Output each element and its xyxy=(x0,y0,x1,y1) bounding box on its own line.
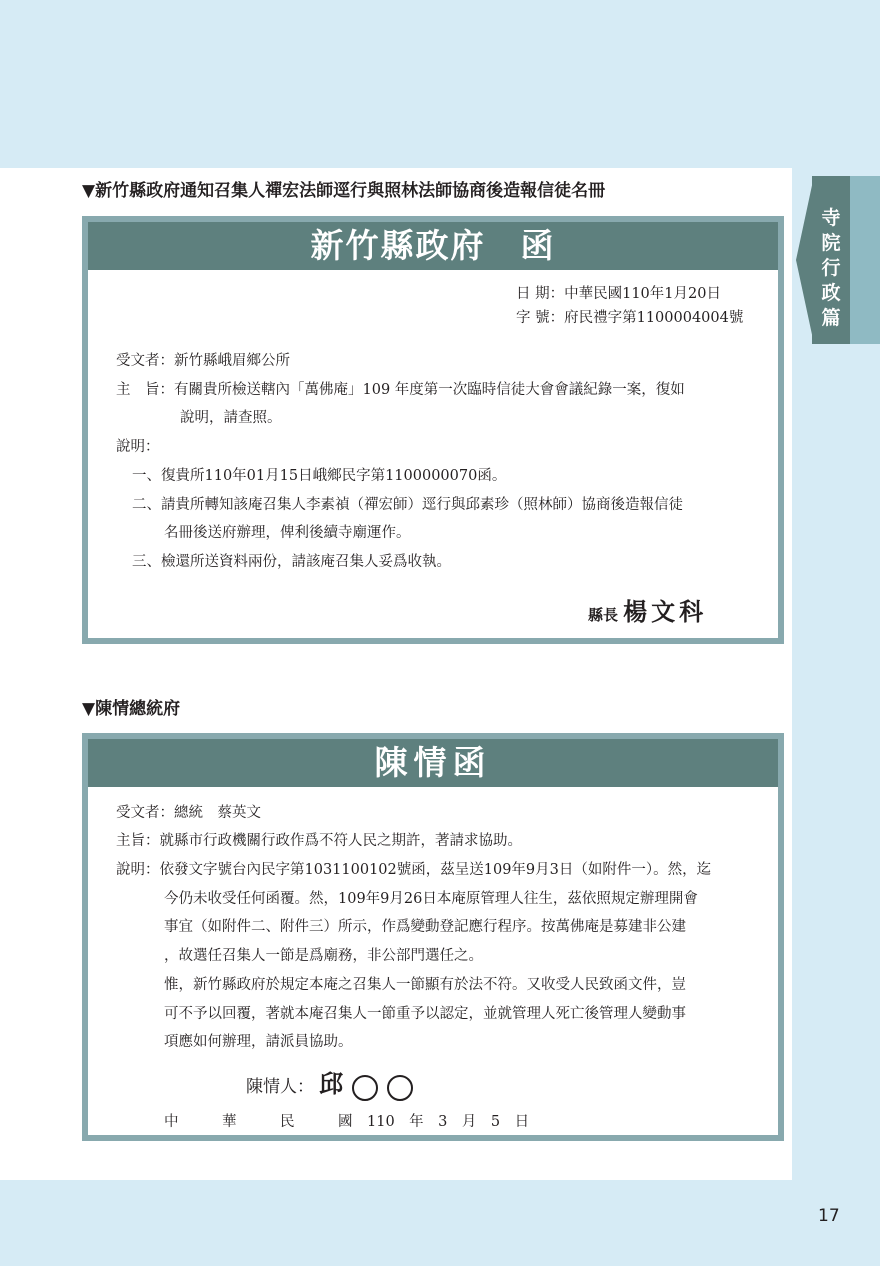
county-letter-header: 新竹縣政府 函 xyxy=(88,222,778,270)
redaction-circle-icon xyxy=(352,1075,378,1101)
petitioner-signature xyxy=(246,1069,413,1099)
petition-explain-line3: 事宜（如附件二、附件三）所示，作爲變動登記應行程序。按萬佛庵是募建非公建 xyxy=(164,919,686,935)
letter-item-2-line1: 二、請貴所轉知該庵召集人李素禎（禪宏師）逕行與邱素珍（照林師）協商後造報信徒 xyxy=(132,497,683,513)
petitioner-label: 陳情人： xyxy=(246,1077,314,1097)
letter-explain-label: 說明： xyxy=(116,439,160,455)
letter-subject-line2: 說明，請查照。 xyxy=(180,410,282,426)
page-number: 17 xyxy=(818,1206,840,1226)
chapter-tab-label xyxy=(814,206,848,331)
petition-recipient: 受文者：總統 蔡英文 xyxy=(116,805,261,821)
petition-explain-line2: 今仍未收受任何函覆。然，109年9月26日本庵原管理人往生，茲依照規定辦理開會 xyxy=(164,891,698,907)
section1-caption: ▼新竹縣政府通知召集人禪宏法師逕行與照林法師協商後造報信徒名冊 xyxy=(82,181,606,201)
chapter-tab-edge xyxy=(850,176,880,344)
section2-caption: ▼陳情總統府 xyxy=(82,699,181,719)
petition-explain-line1: 說明：依發文字號台內民字第1031100102號函，茲呈送109年9月3日（如附件一）。然，迄 xyxy=(116,862,712,878)
petitioner-surname: 邱 xyxy=(319,1069,344,1098)
letter-doc-number: 字 號：府民禮字第1100004004號 xyxy=(516,310,744,326)
signature-name: 楊文科 xyxy=(623,597,708,626)
bottom-decorative-band xyxy=(0,1180,880,1266)
letter-subject-line1: 主 旨：有關貴所檢送轄內「萬佛庵」109 年度第一次臨時信徒大會會議紀錄一案，復如 xyxy=(116,382,685,398)
chapter-tab xyxy=(796,176,880,346)
chapter-tab-char: 寺 xyxy=(821,207,841,229)
petition-explain-line5: 惟，新竹縣政府於規定本庵之召集人一節顯有於法不符。又收受人民致函文件，豈 xyxy=(164,977,686,993)
petition-explain-line4: ，故選任召集人一節是爲廟務，非公部門選任之。 xyxy=(164,948,483,964)
chapter-tab-char: 政 xyxy=(821,282,841,304)
letter-recipient: 受文者：新竹縣峨眉鄉公所 xyxy=(116,353,290,369)
county-letter-box xyxy=(82,216,784,644)
chapter-tab-char: 院 xyxy=(821,232,841,254)
petition-letter-header: 陳情函 xyxy=(88,739,778,787)
top-decorative-band xyxy=(0,0,880,168)
petition-letter-box xyxy=(82,733,784,1141)
redaction-circle-icon xyxy=(387,1075,413,1101)
petition-explain-line7: 項應如何辦理，請派員協助。 xyxy=(164,1034,353,1050)
petition-date: 中 華 民 國 110 年 3 月 5 日 xyxy=(164,1114,530,1130)
letter-item-3: 三、檢還所送資料兩份，請該庵召集人妥爲收執。 xyxy=(132,554,451,570)
county-signature xyxy=(588,592,707,627)
chapter-tab-char: 行 xyxy=(821,257,841,279)
chapter-tab-char: 篇 xyxy=(821,307,841,329)
letter-item-1: 一、復貴所110年01月15日峨鄉民字第1100000070函。 xyxy=(132,468,507,484)
signature-title: 縣長 xyxy=(588,606,619,624)
petition-explain-line6: 可不予以回覆，著就本庵召集人一節重予以認定，並就管理人死亡後管理人變動事 xyxy=(164,1006,686,1022)
letter-date: 日 期：中華民國110年1月20日 xyxy=(516,286,721,302)
letter-item-2-line2: 名冊後送府辦理，俾利後續寺廟運作。 xyxy=(164,525,411,541)
petition-subject: 主旨：就縣市行政機關行政作爲不符人民之期許，著請求協助。 xyxy=(116,833,522,849)
